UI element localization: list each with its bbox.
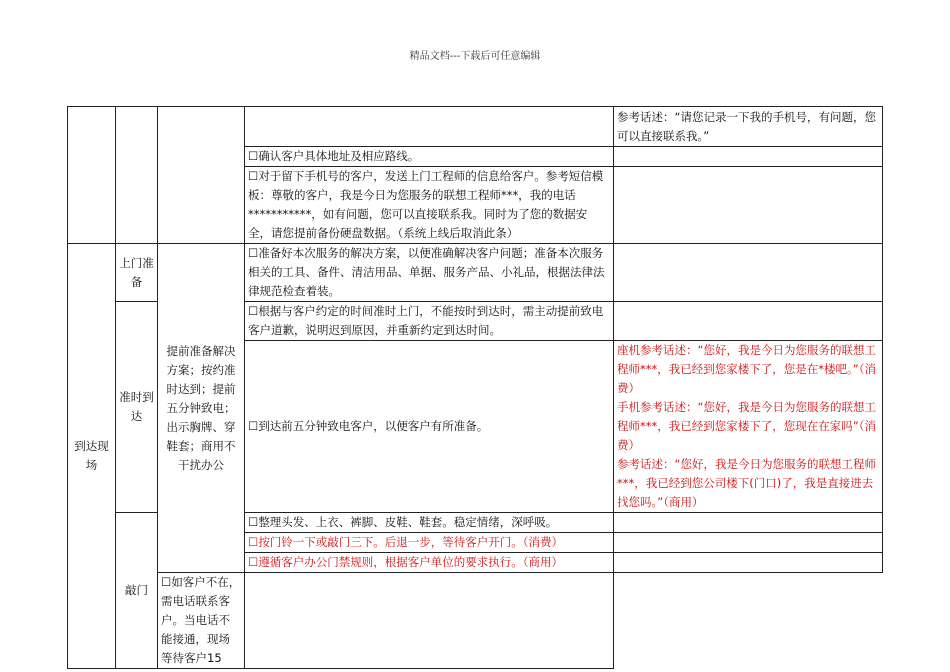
table-row	[68, 107, 883, 147]
task-ring-doorbell: ☐ 按门铃一下或敲门三下。后退一步，等待客户开门。（消费）	[245, 533, 614, 553]
task-customer-absent: ☐ 如客户不在，需电话联系客户。当电话不能接通，现场等待客户15	[158, 573, 245, 669]
page-header: 精品文档---下载后可任意编辑	[409, 51, 541, 62]
script-cell-empty	[614, 533, 883, 553]
script-cell-empty	[614, 244, 883, 302]
sub-stage-on-time: 准时到达	[116, 302, 158, 513]
script-cell: 参考话述：“请您记录一下我的手机号，有问题，您可以直接联系我。”	[614, 107, 883, 147]
stage-cell: 到达现场	[68, 244, 116, 669]
stage-cell-empty	[68, 107, 116, 244]
sub-stage-cell-empty	[116, 107, 158, 244]
task-cell-empty	[245, 107, 614, 147]
sub-stage-knock: 敲门	[116, 513, 158, 669]
task-tidy-appearance: ☐ 整理头发、上衣、裤脚、皮鞋、鞋套。稳定情绪，深呼吸。	[245, 513, 614, 533]
script-cell-empty	[614, 147, 883, 167]
script-arrival-call: 座机参考话述：“您好，我是今日为您服务的联想工程师***，我已经到您家楼下了，您是在*楼吧。”（消费） 手机参考话述：“您好，我是今日为您服务的联想工程师***，我已经到您家楼下了，您现在在家吗”（消费） 参考话述：“您好，我是今日为您服务的联想工程师***，我已经到您公司楼下(门口)了，我是直接进去找您吗。”（商用）	[614, 341, 883, 513]
task-send-sms: ☐ 对于留下手机号的客户，发送上门工程师的信息给客户。参考短信模板：尊敬的客户，我是今日为您服务的联想工程师***，我的电话***********，如有问题，您可以直接联系我。同时为了您的数据安全，请您提前备份硬盘数据。（系统上线后取消此条）	[245, 167, 614, 244]
script-cell-empty	[614, 302, 883, 341]
sub-stage-door-prep: 上门准备	[116, 244, 158, 302]
table-row	[68, 244, 883, 302]
task-follow-access-rules: ☐ 遵循客户办公门禁规则，根据客户单位的要求执行。（商用）	[245, 553, 614, 573]
script-cell-empty	[245, 573, 614, 669]
table-row	[68, 573, 883, 669]
script-cell-empty	[614, 513, 883, 533]
key-points-cell-empty	[158, 107, 245, 244]
script-cell-empty	[614, 167, 883, 244]
service-process-table	[67, 106, 883, 669]
script-cell-empty	[614, 553, 883, 573]
key-points-cell: 提前准备解决方案；按约准时达到；提前五分钟致电；出示胸牌、穿鞋套；商用不干扰办公	[158, 244, 245, 573]
task-call-before-arrival: ☐ 到达前五分钟致电客户，以便客户有所准备。	[245, 341, 614, 513]
task-arrive-on-time: ☐ 根据与客户约定的时间准时上门，不能按时到达时，需主动提前致电客户道歉，说明迟到原因，并重新约定到达时间。	[245, 302, 614, 341]
task-confirm-address: ☐ 确认客户具体地址及相应路线。	[245, 147, 614, 167]
task-prepare-solution: ☐ 准备好本次服务的解决方案，以便准确解决客户问题；准备本次服务相关的工具、备件、清洁用品、单据、服务产品、小礼品，根据法律法律规范检查着装。	[245, 244, 614, 302]
